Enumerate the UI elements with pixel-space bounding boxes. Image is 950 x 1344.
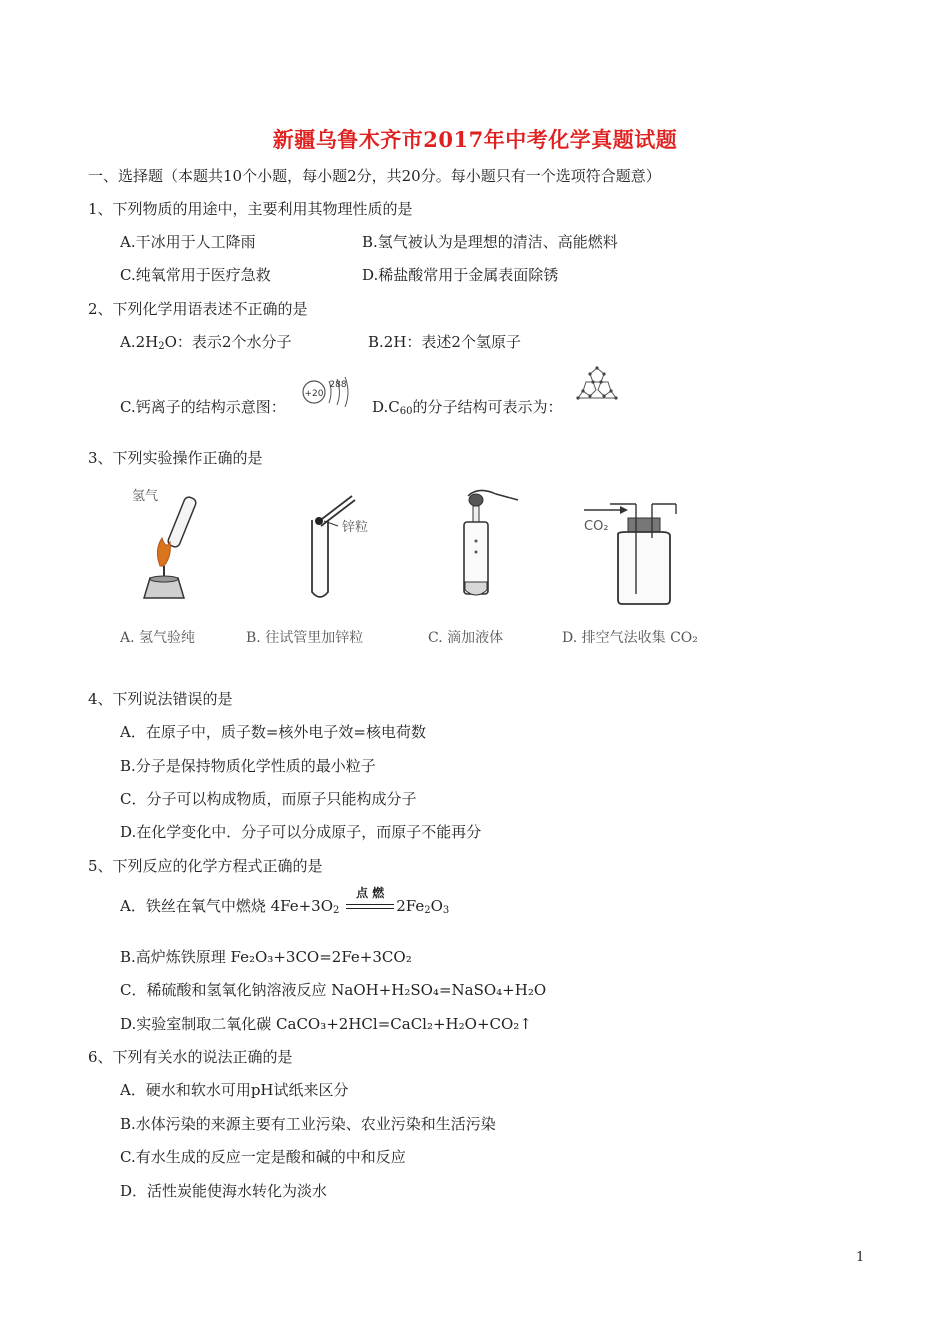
condition-text: 点 燃	[356, 886, 385, 900]
figure-b-caption: B. 往试管里加锌粒	[246, 630, 364, 646]
q6-stem: 6、下列有关水的说法正确的是	[88, 1048, 293, 1066]
electron-shells: 288	[329, 380, 347, 390]
q4-option-c: C．分子可以构成物质，而原子只能构成分子	[120, 790, 417, 808]
figure-c-dropper	[448, 486, 528, 608]
q3-stem: 3、下列实验操作正确的是	[88, 449, 263, 467]
figure-d-caption: D. 排空气法收集 CO₂	[562, 630, 698, 646]
label-hydrogen: 氢气	[132, 489, 159, 504]
q6-option-a: A．硬水和软水可用pH试纸来区分	[120, 1081, 349, 1099]
c60-structure-diagram	[574, 364, 620, 406]
q5-option-d: D.实验室制取二氧化碳 CaCO₃+2HCl=CaCl₂+H₂O+CO₂↑	[120, 1015, 532, 1033]
q2-option-d: $D.C_{60}$的分子结构可表示为：	[372, 398, 563, 417]
q4-option-d: D.在化学变化中．分子可以分成原子，而原子不能再分	[120, 823, 482, 841]
q5-option-c: C．稀硫酸和氢氧化钠溶液反应 NaOH+H₂SO₄=NaSO₄+H₂O	[120, 981, 547, 999]
q2-option-c: C.钙离子的结构示意图：	[120, 398, 286, 416]
q1-option-d: D.稀盐酸常用于金属表面除锈	[362, 266, 559, 284]
q6-option-b: B.水体污染的来源主要有工业污染、农业污染和生活污染	[120, 1115, 496, 1133]
q1-option-c: C.纯氧常用于医疗急救	[120, 266, 271, 284]
q5-stem: 5、下列反应的化学方程式正确的是	[88, 857, 323, 875]
figure-b-zinc-test-tube	[290, 486, 390, 608]
section-heading: 一、选择题（本题共10个小题，每小题2分，共20分。每小题只有一个选项符合题意）	[88, 167, 661, 185]
nucleus-charge: +20	[304, 389, 324, 399]
q1-option-b: B.氢气被认为是理想的清洁、高能燃料	[362, 233, 618, 251]
q6-option-c: C.有水生成的反应一定是酸和碱的中和反应	[120, 1148, 406, 1166]
q2-stem: 2、下列化学用语表述不正确的是	[88, 300, 308, 318]
q5-option-a: A．铁丝在氧气中燃烧 $4Fe+3O_2$ 点 燃 $2Fe_2O_3$	[120, 886, 450, 916]
q6-option-d: D．活性炭能使海水转化为淡水	[120, 1182, 328, 1200]
calcium-ion-diagram	[298, 372, 360, 412]
q4-option-a: A．在原子中，质子数=核外电子效=核电荷数	[120, 723, 426, 741]
page-number: 1	[856, 1250, 865, 1265]
page-title: 新疆乌鲁木齐市2017年中考化学真题试题	[272, 127, 678, 152]
q5-option-b: B.高炉炼铁原理 Fe₂O₃+3CO=2Fe+3CO₂	[120, 948, 412, 966]
q4-option-b: B.分子是保持物质化学性质的最小粒子	[120, 757, 376, 775]
figure-c-caption: C. 滴加液体	[428, 630, 504, 646]
reaction-condition	[346, 886, 394, 916]
label-co2: CO₂	[584, 519, 609, 534]
figure-d-gas-bottle	[580, 494, 690, 608]
q2-option-b: B.2H：表述2个氢原子	[368, 333, 521, 351]
q1-stem: 1、下列物质的用途中，主要利用其物理性质的是	[88, 200, 413, 218]
label-zinc: 锌粒	[342, 520, 369, 535]
q2-option-a: $A.2H_2O$：表示2个水分子	[120, 333, 292, 352]
figure-a-hydrogen-test	[120, 480, 220, 610]
q1-option-a: A.干冰用于人工降雨	[120, 233, 256, 251]
figure-a-caption: A. 氢气验纯	[120, 630, 196, 646]
q4-stem: 4、下列说法错误的是	[88, 690, 233, 708]
